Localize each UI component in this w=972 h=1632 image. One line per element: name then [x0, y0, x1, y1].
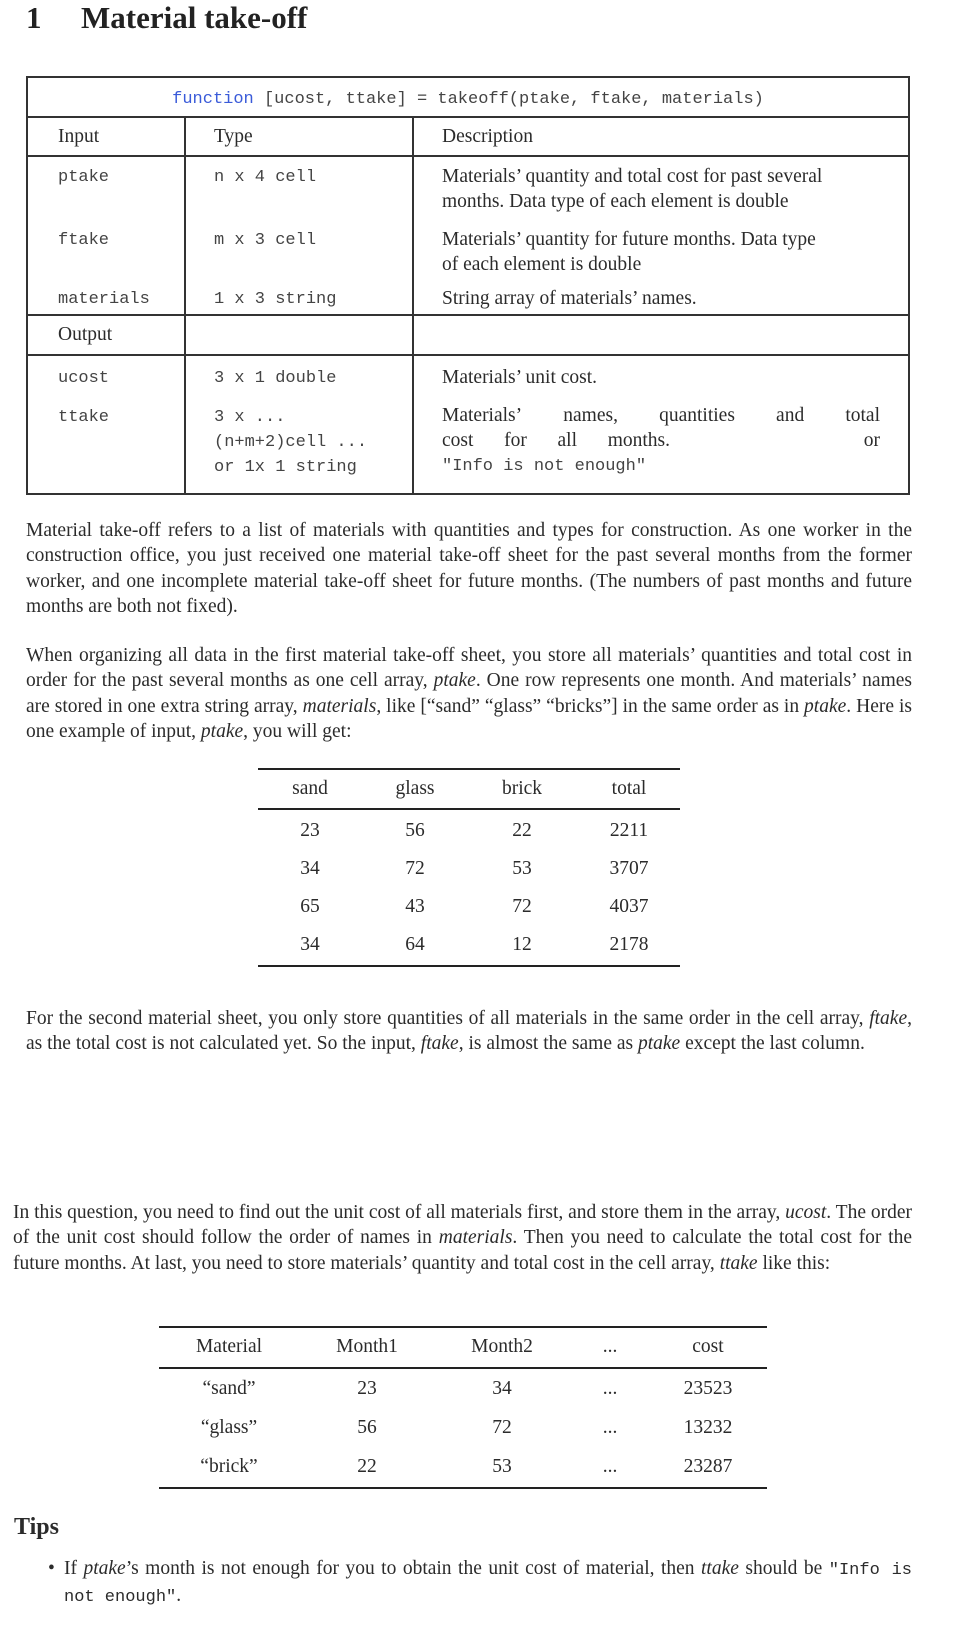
header-description: Description [442, 126, 533, 147]
table-header-cell: Month1 [336, 1336, 398, 1357]
table-cell: 23523 [683, 1378, 733, 1399]
paragraph-ptake: When organizing all data in the first material take-off sheet, you store all materials’ quantities and total cost in order for the past several months as one cell array, ptake. One row represents one month. And materials’ names are stored in one extra string array, materials, like [“sand” “glass” “bricks”] in the same order as in ptake. Here is one example of input, ptake, you will get: [26, 645, 912, 743]
section-number: 1 [26, 0, 42, 35]
section-heading [26, 0, 307, 36]
table-cell: 72 [512, 896, 532, 917]
output-name: ucost [58, 369, 110, 388]
ptake-example-table [258, 768, 680, 968]
output-label: Output [58, 324, 113, 345]
input-desc-line: String array of materials’ names. [442, 288, 697, 309]
table-cell: 34 [300, 934, 320, 955]
table-cell: 65 [300, 896, 320, 917]
table-cell: 56 [357, 1417, 377, 1438]
table-cell: ... [602, 1378, 618, 1399]
desc-word: and [776, 405, 805, 426]
desc-word: months. [607, 430, 670, 451]
desc-word: all [557, 430, 578, 451]
table-header-cell: glass [395, 778, 435, 799]
ttake-example-table [159, 1326, 767, 1490]
function-signature [28, 90, 908, 109]
input-desc-line: Materials’ quantity for future months. Data type [442, 229, 816, 250]
table-cell: 34 [300, 858, 320, 879]
table-cell: ... [602, 1417, 618, 1438]
table-cell: 34 [492, 1378, 512, 1399]
tips-bullet-item: • If ptake’s month is not enough for you to obtain the unit cost of material, then ttake should be "Info is not enough". [48, 1558, 912, 1608]
output-desc-line [442, 405, 880, 427]
table-cell: 53 [492, 1456, 512, 1477]
table-cell: 43 [405, 896, 425, 917]
table-cell: 22 [357, 1456, 377, 1477]
table-header-cell: ... [602, 1336, 618, 1357]
input-name: materials [58, 290, 150, 309]
desc-word: for [504, 430, 527, 451]
table-cell: 23287 [683, 1456, 733, 1477]
input-desc-line: Materials’ quantity and total cost for past several [442, 166, 823, 187]
desc-word: or [863, 430, 880, 451]
table-header-cell: cost [692, 1336, 724, 1357]
table-cell: “sand” [202, 1378, 256, 1399]
output-type: 3 x ... [214, 408, 286, 427]
table-cell: 3707 [609, 858, 649, 879]
output-type: or 1x 1 string [214, 458, 357, 477]
input-name: ftake [58, 231, 110, 250]
table-cell: 4037 [609, 896, 649, 917]
table-cell: 64 [405, 934, 425, 955]
section-title: Material take-off [81, 0, 308, 35]
table-cell: 53 [512, 858, 532, 879]
table-header-cell: Month2 [471, 1336, 533, 1357]
table-cell: ... [602, 1456, 618, 1477]
desc-word: cost [442, 430, 474, 451]
paragraph-intro: Material take-off refers to a list of materials with quantities and types for construction. As one worker in the construction office, you just received one material take-off sheet for the past several months from the former worker, and one incomplete material take-off sheet for future months. (The numbers of past months and future months are both not fixed). [26, 520, 912, 618]
output-desc-line: Materials’ unit cost. [442, 367, 598, 388]
table-cell: 2178 [609, 934, 649, 955]
table-header-cell: sand [292, 778, 328, 799]
output-type: 3 x 1 double [214, 369, 337, 388]
input-type: m x 3 cell [214, 231, 317, 250]
table-cell: 72 [405, 858, 425, 879]
table-header-cell: brick [501, 778, 543, 799]
function-signature-table [26, 76, 910, 495]
paragraph-ftake: For the second material sheet, you only store quantities of all materials in the same order in the cell array, ftake, as the total cost is not calculated yet. So the input, ftake, is almost the same as ptake except the last column. [26, 1008, 912, 1055]
desc-word: total [845, 405, 880, 426]
paragraph-task: In this question, you need to find out the unit cost of all materials first, and store them in the array, ucost. The order of the unit cost should follow the order of names in materials. Then you need to calculate the total cost for the future months. At last, you need to store materials’ quantity and total cost in the cell array, ttake like this: [13, 1202, 912, 1274]
desc-word: names, [563, 405, 618, 426]
input-name: ptake [58, 168, 110, 187]
input-type: 1 x 3 string [214, 290, 337, 309]
bullet-icon: • [48, 1558, 55, 1579]
table-header-cell: Material [195, 1336, 263, 1357]
output-type: (n+m+2)cell ... [214, 433, 368, 452]
table-cell: 2211 [609, 820, 649, 841]
function-keyword: function [172, 90, 254, 109]
table-cell: 12 [512, 934, 532, 955]
output-name: ttake [58, 408, 110, 427]
output-desc-line: "Info is not enough" [442, 457, 647, 476]
table-cell: 72 [492, 1417, 512, 1438]
table-cell: 56 [405, 820, 425, 841]
table-cell: 22 [512, 820, 532, 841]
table-cell: “glass” [200, 1417, 258, 1438]
input-desc-line: months. Data type of each element is double [442, 191, 789, 212]
desc-word: Materials’ [442, 405, 523, 426]
function-declaration: [ucost, ttake] = takeoff(ptake, ftake, materials) [263, 90, 764, 109]
table-cell: 23 [300, 820, 320, 841]
input-type: n x 4 cell [214, 168, 317, 187]
desc-word: quantities [659, 405, 735, 426]
output-desc-line [442, 430, 880, 452]
table-cell: “brick” [200, 1456, 258, 1477]
tips-heading: Tips [14, 1514, 59, 1540]
table-cell: 13232 [683, 1417, 733, 1438]
header-type: Type [214, 126, 253, 147]
input-desc-line: of each element is double [442, 254, 642, 275]
table-header-cell: total [611, 778, 647, 799]
header-input: Input [58, 126, 100, 147]
table-cell: 23 [357, 1378, 377, 1399]
